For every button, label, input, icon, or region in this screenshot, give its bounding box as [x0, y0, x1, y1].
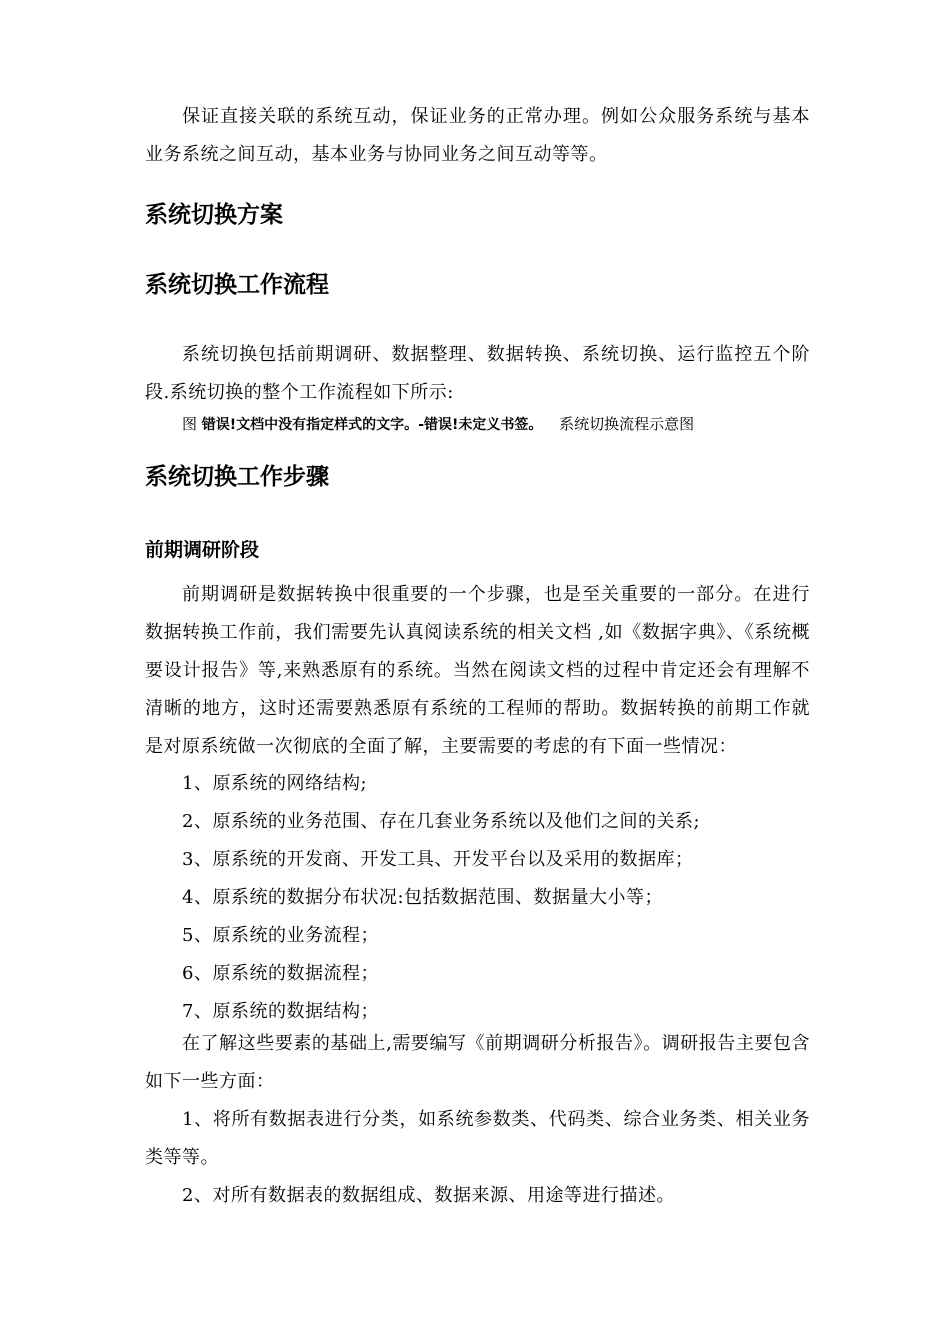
list-item: 5、原系统的业务流程； — [182, 925, 379, 946]
report-list-item: 1、将所有数据表进行分类，如系统参数类、代码类、综合业务类、相关业务类等等。 — [145, 1109, 810, 1168]
workflow-paragraph: 系统切换包括前期调研、数据整理、数据转换、系统切换、运行监控五个阶段.系统切换的整个工作流程如下所示: — [145, 344, 810, 403]
heading-workflow: 系统切换工作流程 — [145, 272, 329, 298]
report-list-item: 2、对所有数据表的数据组成、数据来源、用途等进行描述。 — [182, 1185, 675, 1206]
caption-error-2: -错误!未定义书签。 — [418, 417, 543, 433]
caption-prefix: 图 — [182, 415, 198, 433]
report-paragraph: 在了解这些要素的基础上,需要编写《前期调研分析报告》。调研报告主要包含如下一些方面： — [145, 1033, 810, 1092]
list-item: 1、原系统的网络结构; — [182, 773, 368, 794]
caption-error-1: 错误!文档中没有指定样式的文字。 — [201, 417, 419, 433]
list-item: 3、原系统的开发商、开发工具、开发平台以及采用的数据库； — [182, 849, 694, 870]
list-item: 2、原系统的业务范围、存在几套业务系统以及他们之间的关系; — [182, 811, 701, 832]
list-item: 4、原系统的数据分布状况:包括数据范围、数据量大小等； — [182, 887, 664, 908]
figure-caption — [182, 412, 694, 437]
heading-switch-plan: 系统切换方案 — [145, 202, 283, 228]
intro-paragraph: 保证直接关联的系统互动，保证业务的正常办理。例如公众服务系统与基本业务系统之间互动，基本业务与协同业务之间互动等等。 — [145, 106, 810, 165]
heading-research: 前期调研阶段 — [145, 539, 260, 561]
caption-text: 系统切换流程示意图 — [559, 415, 695, 433]
research-paragraph: 前期调研是数据转换中很重要的一个步骤，也是至关重要的一部分。在进行数据转换工作前，我们需要先认真阅读系统的相关文档 ,如《数据字典》、《系统概要设计报告》等,来熟悉原有的系统。当然在阅读文档的过程中肯定还会有理解不清晰的地方，这时还需要熟悉原有系统的工程师的帮助。数据转换的前期工作就是对原系统做一次彻底的全面了解，主要需要的考虑的有下面一些情况： — [145, 584, 810, 757]
heading-steps: 系统切换工作步骤 — [145, 464, 329, 490]
list-item: 7、原系统的数据结构； — [182, 1001, 379, 1022]
list-item: 6、原系统的数据流程； — [182, 963, 379, 984]
